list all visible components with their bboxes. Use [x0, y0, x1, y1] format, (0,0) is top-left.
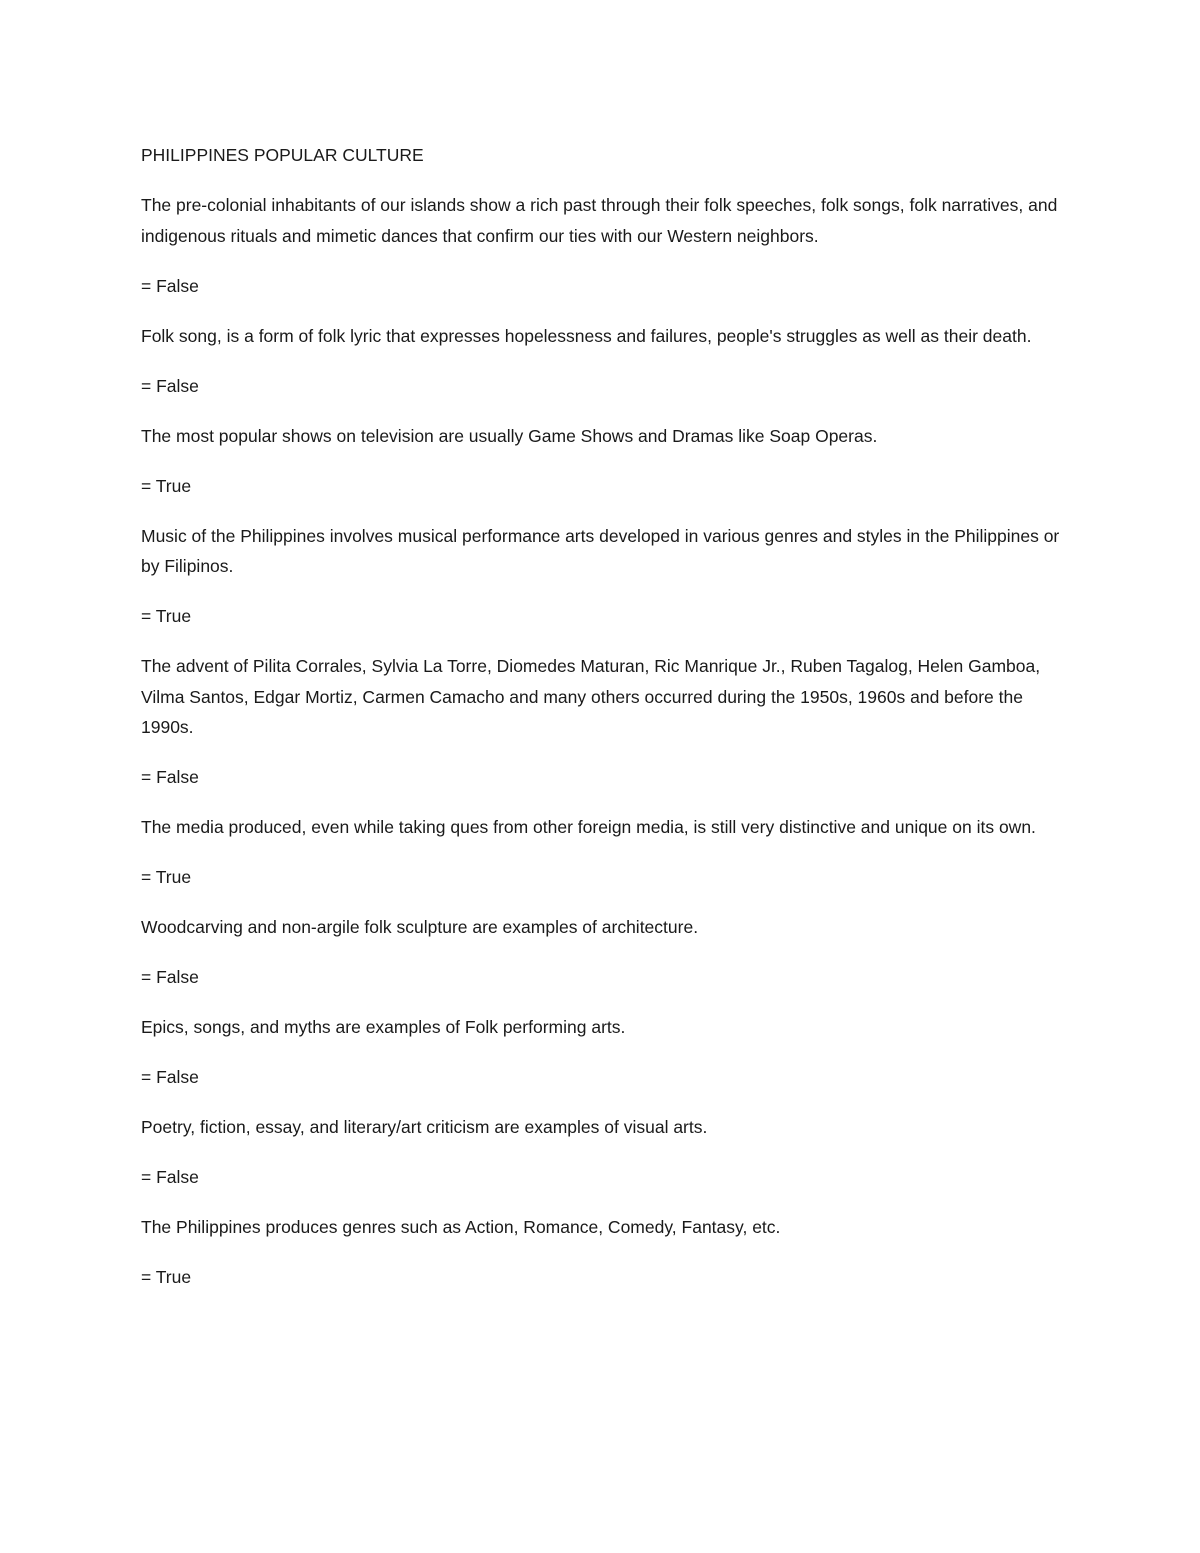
answer-4: = True [141, 606, 192, 626]
answer-7: = False [141, 967, 199, 987]
statement-9: Poetry, fiction, essay, and literary/art criticism are examples of visual arts. [141, 1117, 708, 1137]
answer-3: = True [141, 475, 192, 496]
statement-5: The advent of Pilita Corrales, Sylvia La Torre, Diomedes Maturan, Ric Manrique Jr., Ruben Tagalog, Helen Gamboa, Vilma Santos, Edgar Mortiz, Carmen Camacho and many others occurred during the 1950s, 1960s and before the 1990s. [141, 656, 1041, 737]
statement-8: Epics, songs, and myths are examples of Folk performing arts. [141, 1017, 626, 1037]
answer-1: = False [141, 275, 199, 296]
statement-3: The most popular shows on television are usually Game Shows and Dramas like Soap Operas. [141, 425, 878, 446]
answer-9: = False [141, 1167, 199, 1187]
answer-10: = True [141, 1267, 192, 1287]
document-body [141, 140, 1071, 1312]
statement-4: Music of the Philippines involves musical performance arts developed in various genres and styles in the Philippines or by Filipinos. [141, 525, 1060, 576]
answer-2: = False [141, 375, 199, 396]
answer-8: = False [141, 1067, 199, 1087]
answer-6: = True [141, 867, 192, 887]
statement-6: The media produced, even while taking ques from other foreign media, is still very distinctive and unique on its own. [141, 817, 1036, 837]
statement-2: Folk song, is a form of folk lyric that expresses hopelessness and failures, people's struggles as well as their death. [141, 325, 1032, 346]
answer-5: = False [141, 767, 199, 787]
statement-7: Woodcarving and non-argile folk sculpture are examples of architecture. [141, 917, 699, 937]
document-title: PHILIPPINES POPULAR CULTURE [141, 145, 424, 165]
statement-1: The pre-colonial inhabitants of our islands show a rich past through their folk speeches, folk songs, folk narratives, and indigenous rituals and mimetic dances that confirm our ties with our Western neighbors. [141, 195, 1058, 246]
statement-10: The Philippines produces genres such as Action, Romance, Comedy, Fantasy, etc. [141, 1217, 781, 1237]
